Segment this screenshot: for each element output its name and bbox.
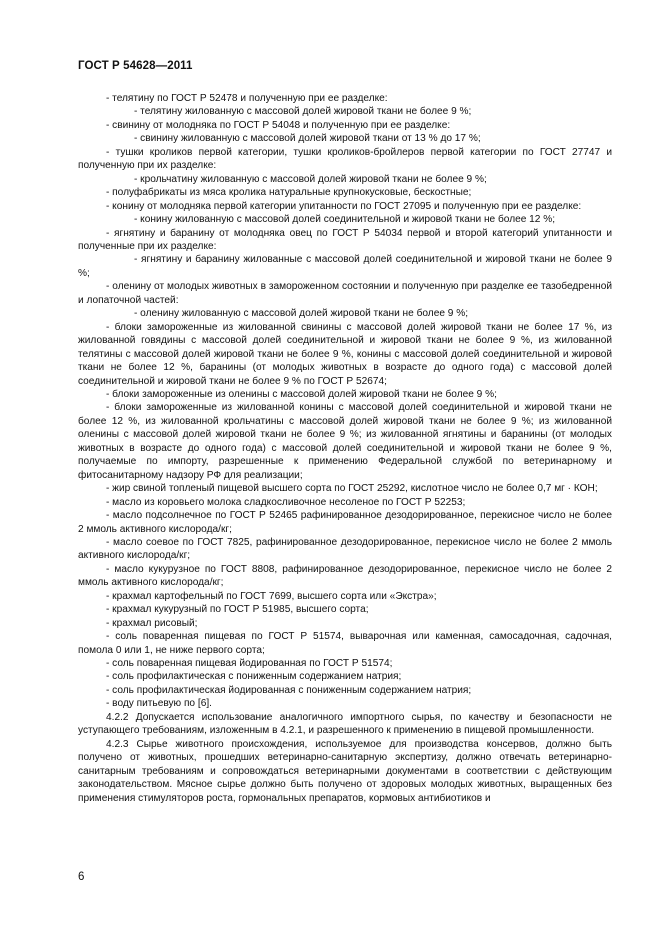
list-item: - крахмал кукурузный по ГОСТ Р 51985, высшего сорта; [106, 604, 369, 616]
list-subitem: - ягнятину и баранину жилованные с массовой долей соединительной и жировой ткани не более 9 %; [78, 254, 612, 279]
list-item: - соль профилактическая йодированная с пониженным содержанием натрия; [106, 684, 472, 696]
list-subitem: - оленину жилованную с массовой долей жировой ткани не более 9 %; [134, 308, 469, 320]
list-item: - свинину от молодняка по ГОСТ Р 54048 и полученную при ее разделке: [106, 119, 451, 131]
document-header: ГОСТ Р 54628—2011 [78, 60, 193, 72]
list-item: - крахмал картофельный по ГОСТ 7699, высшего сорта или «Экстра»; [106, 590, 437, 602]
list-item: 4.2.3 Сырье животного происхождения, используемое для производства консервов, должно быть получено от животных, прошедших ветеринарно-санитарную экспертизу, должно отвечать ветеринарно-санитарным требованиям и сопровождаться ветеринарными документами в соответствии с действующим законодательством. Мясное сырье должно быть получено от здоровых молодых животных, выращенных без применения стимуляторов роста, гормональных препаратов, кормовых антибиотиков и [78, 738, 612, 804]
list-item: - жир свиной топленый пищевой высшего сорта по ГОСТ 25292, кислотное число не более 0,7 мг · КОН; [106, 483, 598, 495]
list-item: - соль поваренная пищевая по ГОСТ Р 51574, выварочная или каменная, самосадочная, садочная, помола 0 или 1, не ниже первого сорта; [78, 631, 612, 656]
list-item: - соль профилактическая с пониженным содержанием натрия; [106, 671, 402, 683]
list-item: - блоки замороженные из жилованной конины с массовой долей соединительной и жировой ткани не более 12 %, из жилованной крольчатины с массовой долей жировой ткани не более 9 %; из жилованной оленины с массовой долей жировой ткани не более 9 %; из жилованной ягнятины и баранины (от молодых животных в возрасте до одного года) с массовой долей соединительной и жировой ткани не более 9 %, получаемые по импорту, разрешенные к применению Федеральной службой по ветеринарному и фитосанитарному надзору РФ для реализации; [78, 402, 612, 481]
list-item: - масло подсолнечное по ГОСТ Р 52465 рафинированное дезодорированное, перекисное число не более 2 ммоль активного кислорода/кг; [78, 510, 612, 535]
list-item: - блоки замороженные из жилованной свинины с массовой долей жировой ткани не более 17 %, из жилованной говядины с массовой долей соединительной и жировой ткани не более 9 %, из жилованной телятины с массовой долей жировой ткани не более 9 %, конины с массовой долей соединительной и жировой ткани не более 12 %, баранины (от молодых животных в возрасте до одного года) с массовой долей соединительной и жировой ткани не более 9 % по ГОСТ Р 52674; [78, 321, 612, 387]
list-item: - масло соевое по ГОСТ 7825, рафинированное дезодорированное, перекисное число не более 2 ммоль активного кислорода/кг; [78, 536, 612, 562]
list-item: - блоки замороженные из оленины с массовой долей жировой ткани не более 9 %; [106, 388, 497, 400]
list-item: - масло из коровьего молока сладкосливочное несоленое по ГОСТ Р 52253; [106, 496, 466, 508]
list-item: - соль поваренная пищевая йодированная по ГОСТ Р 51574; [106, 658, 393, 670]
list-item: - ягнятину и баранину от молодняка овец по ГОСТ Р 54034 первой и второй категорий упитанности и полученные при их разделке: [78, 227, 612, 252]
list-subitem: - крольчатину жилованную с массовой долей жировой ткани не более 9 %; [134, 173, 487, 185]
list-subitem: - конину жилованную с массовой долей соединительной и жировой ткани не более 12 %; [134, 214, 556, 226]
document-body [78, 92, 612, 805]
page-number: 6 [78, 871, 85, 883]
list-subitem: - свинину жилованную с массовой долей жировой ткани от 13 % до 17 %; [134, 133, 481, 145]
list-item: - масло кукурузное по ГОСТ 8808, рафинированное дезодорированное, перекисное число не более 2 ммоль активного кислорода/кг; [78, 563, 612, 589]
list-item: - полуфабрикаты из мяса кролика натуральные крупнокусковые, бескостные; [106, 187, 472, 199]
list-item: - телятину по ГОСТ Р 52478 и полученную при ее разделке: [106, 93, 388, 104]
list-item: - конину от молодняка первой категории упитанности по ГОСТ 27095 и полученную при ее разделке: [106, 200, 582, 212]
list-item: 4.2.2 Допускается использование аналогичного импортного сырья, по качеству и безопасности не уступающего требованиям, изложенным в 4.2.1, и разрешенного к применению в пищевой промышленности. [78, 711, 612, 737]
list-item: - тушки кроликов первой категории, тушки кроликов-бройлеров первой категории по ГОСТ 27747 и полученную при их разделке: [78, 146, 612, 172]
list-item: - крахмал рисовый; [106, 617, 198, 629]
list-subitem: - телятину жилованную с массовой долей жировой ткани не более 9 %; [134, 106, 472, 118]
list-item: - воду питьевую по [6]. [106, 698, 212, 710]
list-item: - оленину от молодых животных в замороженном состоянии и полученную при разделке ее тазобедренной и лопаточной частей: [78, 281, 612, 306]
